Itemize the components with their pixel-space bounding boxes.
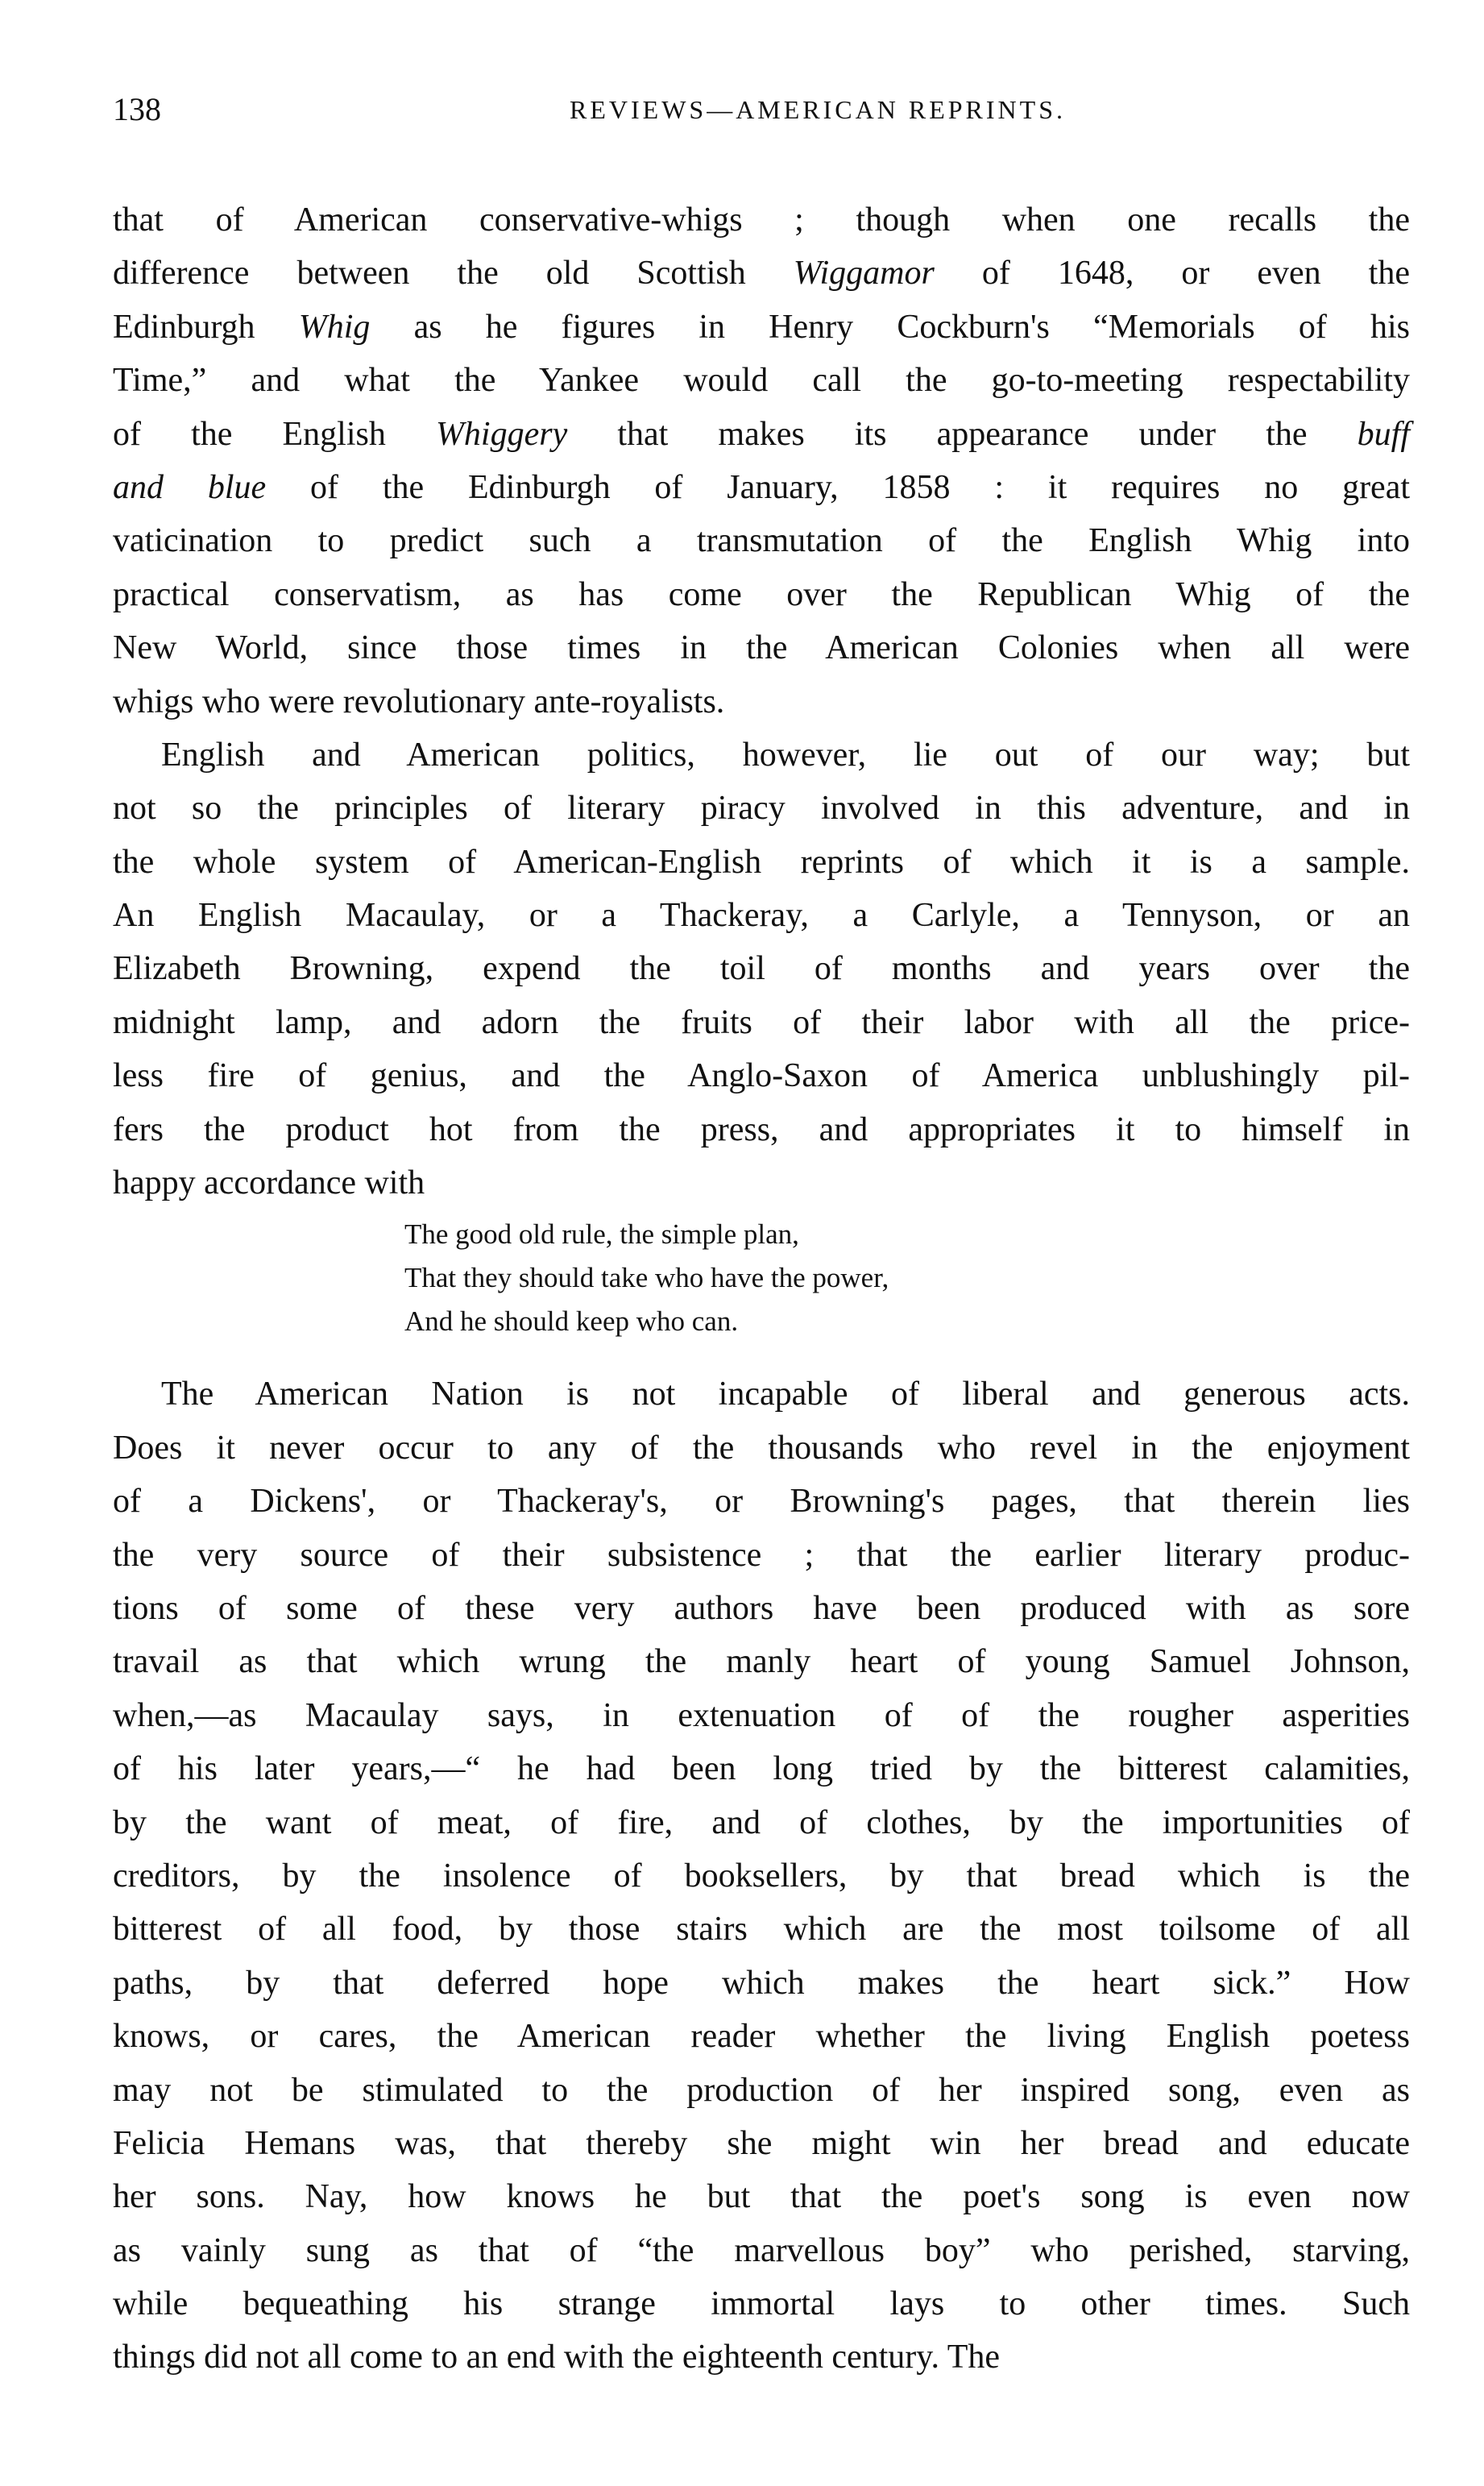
text-run: practical conservatism, as has come over the Republican Whig of the bbox=[113, 575, 1410, 613]
text-line bbox=[113, 1049, 1410, 1102]
text-line bbox=[113, 675, 1410, 728]
text-line bbox=[113, 942, 1410, 995]
body-text bbox=[113, 193, 1410, 2384]
verse-line: The good old rule, the simple plan, bbox=[404, 1218, 799, 1251]
text-run: things did not all come to an end with the eighteenth century. The bbox=[113, 2339, 1001, 2376]
text-run: her sons. Nay, how knows he but that the poet's song is even now bbox=[113, 2178, 1410, 2216]
italic-run: Whiggery bbox=[435, 415, 568, 453]
text-run: of a Dickens', or Thackeray's, or Browning's pages, that therein lies bbox=[113, 1483, 1410, 1521]
italic-run: Wiggamor bbox=[793, 255, 935, 293]
italic-run: buff bbox=[1357, 415, 1411, 453]
italic-run: Whig bbox=[298, 308, 371, 346]
text-run: knows, or cares, the American reader whether the living English poetess bbox=[113, 2018, 1410, 2056]
text-line bbox=[113, 1957, 1410, 2010]
text-line bbox=[113, 1529, 1410, 1582]
text-run: of 1648, or even the bbox=[934, 255, 1410, 293]
text-line bbox=[113, 193, 1410, 247]
text-run: English and American politics, however, lie out of our way; but bbox=[161, 736, 1410, 774]
text-run: less fire of genius, and the Anglo-Saxon of America unblushingly pil- bbox=[113, 1057, 1410, 1095]
text-run: of the Edinburgh of January, 1858 : it requires no great bbox=[266, 468, 1411, 506]
text-run: Time,” and what the Yankee would call the go-to-meeting respectability bbox=[113, 362, 1410, 400]
text-run: difference between the old Scottish bbox=[113, 255, 794, 293]
verse-line: That they should take who have the power, bbox=[404, 1262, 889, 1294]
text-run: happy accordance with bbox=[113, 1164, 425, 1202]
text-run: as vainly sung as that of “the marvellous boy” who perished, starving, bbox=[113, 2231, 1410, 2269]
text-line bbox=[113, 2277, 1410, 2330]
text-run: when,—as Macaulay says, in extenuation of of the rougher asperities bbox=[113, 1696, 1410, 1734]
text-line bbox=[113, 1156, 1410, 1210]
paragraph-1 bbox=[113, 193, 1410, 728]
text-run: New World, since those times in the American Colonies when all were bbox=[113, 629, 1410, 667]
text-run: tions of some of these very authors have been produced with as sore bbox=[113, 1589, 1410, 1627]
text-run: creditors, by the insolence of booksellers, by that bread which is the bbox=[113, 1857, 1410, 1895]
text-run: the very source of their subsistence ; that the earlier literary produc- bbox=[113, 1536, 1410, 1574]
text-run: fers the product hot from the press, and appropriates it to himself in bbox=[113, 1110, 1410, 1148]
page-number: 138 bbox=[113, 91, 161, 127]
text-line bbox=[113, 1903, 1410, 1956]
paragraph-2 bbox=[113, 728, 1410, 1210]
text-run: by the want of meat, of fire, and of clothes, by the importunities of bbox=[113, 1803, 1410, 1841]
text-run: that of American conservative-whigs ; though when one recalls the bbox=[113, 201, 1410, 239]
text-run: vaticination to predict such a transmutation of the English Whig into bbox=[113, 522, 1410, 560]
text-run: whigs who were revolutionary ante-royalists. bbox=[113, 683, 725, 720]
text-line bbox=[113, 889, 1410, 942]
text-run: midnight lamp, and adorn the fruits of their labor with all the price- bbox=[113, 1003, 1410, 1041]
text-run: paths, by that deferred hope which makes the heart sick.” How bbox=[113, 1964, 1410, 2002]
text-run: Does it never occur to any of the thousands who revel in the enjoyment bbox=[113, 1429, 1410, 1467]
text-line bbox=[113, 2064, 1410, 2117]
text-line bbox=[113, 1475, 1410, 1528]
text-run: as he figures in Henry Cockburn's “Memorials of his bbox=[370, 308, 1410, 346]
text-line bbox=[113, 2010, 1410, 2063]
text-run: while bequeathing his strange immortal lays to other times. Such bbox=[113, 2285, 1410, 2323]
text-run: An English Macaulay, or a Thackeray, a Carlyle, a Tennyson, or an bbox=[113, 897, 1410, 935]
text-line bbox=[113, 782, 1410, 835]
italic-run: and blue bbox=[113, 468, 267, 506]
text-line bbox=[113, 2330, 1410, 2384]
text-line bbox=[113, 1635, 1410, 1688]
paragraph-3 bbox=[113, 1368, 1410, 2384]
text-run: Felicia Hemans was, that thereby she might win her bread and educate bbox=[113, 2124, 1410, 2162]
text-line bbox=[113, 2224, 1410, 2277]
text-line bbox=[113, 354, 1410, 407]
text-run: The American Nation is not incapable of liberal and generous acts. bbox=[161, 1376, 1410, 1413]
text-line bbox=[113, 568, 1410, 621]
running-title: REVIEWS—AMERICAN REPRINTS. bbox=[569, 95, 1066, 124]
text-line bbox=[113, 1103, 1410, 1156]
text-line bbox=[113, 1849, 1410, 1903]
text-line bbox=[113, 1796, 1410, 1849]
text-line bbox=[113, 996, 1410, 1049]
text-line bbox=[113, 514, 1410, 567]
text-run: not so the principles of literary piracy involved in this adventure, and in bbox=[113, 790, 1410, 828]
text-line bbox=[113, 621, 1410, 674]
text-run: the whole system of American-English reprints of which it is a sample. bbox=[113, 843, 1410, 881]
text-line bbox=[113, 301, 1410, 354]
text-line bbox=[113, 2117, 1410, 2170]
text-line bbox=[113, 408, 1410, 461]
text-line bbox=[113, 1421, 1410, 1475]
running-head bbox=[113, 90, 1410, 131]
text-run: Edinburgh bbox=[113, 308, 299, 346]
text-run: may not be stimulated to the production of her inspired song, even as bbox=[113, 2071, 1410, 2109]
text-run: of his later years,—“ he had been long tried by the bitterest calamities, bbox=[113, 1750, 1410, 1788]
text-line bbox=[113, 1582, 1410, 1635]
text-line bbox=[113, 461, 1410, 514]
book-page bbox=[113, 90, 1410, 2384]
text-line bbox=[113, 2170, 1410, 2223]
text-run: bitterest of all food, by those stairs which are the most toilsome of all bbox=[113, 1911, 1410, 1949]
text-line bbox=[113, 1689, 1410, 1742]
text-line bbox=[113, 1742, 1410, 1795]
verse-line: And he should keep who can. bbox=[404, 1305, 739, 1338]
text-line bbox=[113, 247, 1410, 300]
text-line bbox=[113, 836, 1410, 889]
text-line bbox=[113, 1368, 1410, 1421]
text-run: Elizabeth Browning, expend the toil of months and years over the bbox=[113, 950, 1410, 988]
text-run: travail as that which wrung the manly heart of young Samuel Johnson, bbox=[113, 1643, 1410, 1681]
text-line bbox=[113, 728, 1410, 782]
text-run: that makes its appearance under the bbox=[567, 415, 1358, 453]
text-run: of the English bbox=[113, 415, 436, 453]
verse-quotation bbox=[113, 1213, 1410, 1343]
